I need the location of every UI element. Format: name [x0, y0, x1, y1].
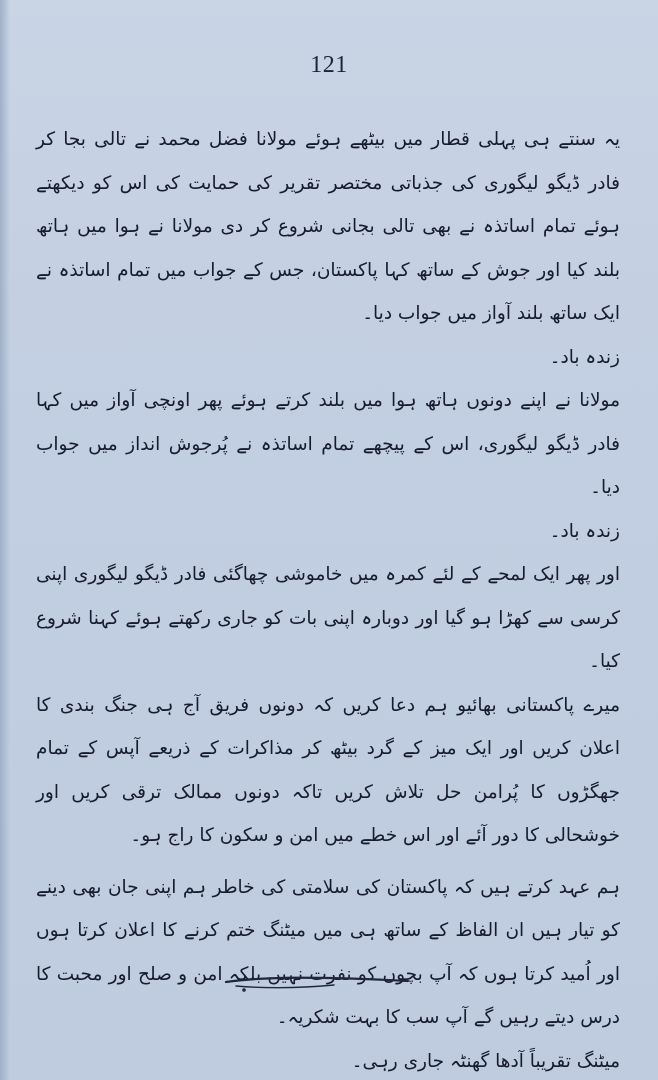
paragraph-3: مولانا نے اپنے دونوں ہاتھ ہوا میں بلند کرتے ہوئے پھر اونچی آواز میں کہا فادر ڈیگو لیگوری، اس کے پیچھے تمام اساتذہ نے پُرجوش انداز میں جواب دیا۔: [36, 390, 620, 498]
paragraph-5: اور پھر ایک لمحے کے لئے کمرہ میں خاموشی چھاگئی فادر ڈیگو لیگوری اپنی کرسی سے کھڑا ہو گیا اور دوبارہ اپنی بات کو جاری رکھتے ہوئے کہنا شروع کیا۔: [36, 564, 620, 672]
flourish-divider-icon: [222, 968, 412, 994]
paragraph-4: زندہ باد۔: [549, 520, 620, 542]
paragraph-7: ہم عہد کرتے ہیں کہ پاکستان کی سلامتی کی خاطر ہم اپنی جان بھی دینے کو تیار ہیں ان الفاظ کے ساتھ ہی میں میٹنگ ختم کرنے کا اعلان کرتا ہوں اور اُمید کرتا ہوں کہ آپ بچوں کو نفرت نہیں بلکہ امن و صلح اور محبت کا درس دیتے رہیں گے آپ سب کا بہت شکریہ۔: [36, 876, 620, 1028]
paragraph-1: یہ سنتے ہی پہلی قطار میں بیٹھے ہوئے مولانا فضل محمد نے تالی بجا کر فادر ڈیگو لیگوری کی جذباتی مختصر تقریر کی حمایت کی اس کو دیکھتے ہوئے تمام اساتذہ نے بھی تالی بجانی شروع کر دی مولانا نے ہوا میں ہاتھ بلند کیا اور جوش کے ساتھ کہا پاکستان، جس کے جواب میں تمام اساتذہ نے ایک ساتھ بلند آواز میں جواب دیا۔: [36, 129, 620, 324]
paragraph-2: زندہ باد۔: [549, 346, 620, 368]
page-body: [36, 118, 620, 1080]
paragraph-8: میٹنگ تقریباً آدھا گھنٹہ جاری رہی۔: [351, 1050, 620, 1072]
page-number: 121: [310, 52, 348, 78]
paragraph-6: میرے پاکستانی بھائیو ہم دعا کریں کہ دونوں فریق آج ہی جنگ بندی کا اعلان کریں اور ایک میز کے گرد بیٹھ کر مذاکرات کے ذریعے آپس کے تمام جھگڑوں کا پُرامن حل تلاش کریں تاکہ دونوں ممالک ترقی کریں اور خوشحالی کا دور آئے اور اس خطے میں امن و سکون کا راج ہو۔: [36, 694, 620, 846]
